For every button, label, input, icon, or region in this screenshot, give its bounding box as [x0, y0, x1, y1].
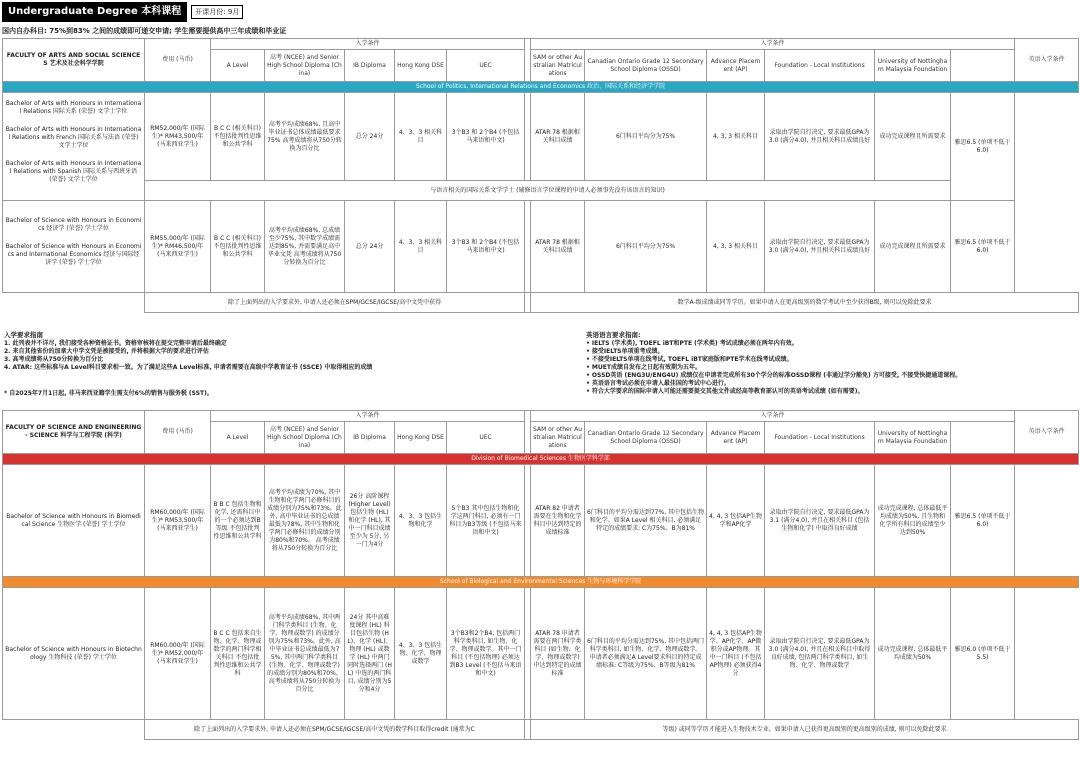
- foundation-cell: 录取由学院自行决定, 要求最低GPA为3.1 (满分4.0), 并且在相关科目 (包括生物和化学) 中取得良好成绩: [765, 465, 875, 577]
- header-uec: UEC: [447, 50, 525, 82]
- header-ncee: 高考 (NCEE) and Senior High School Diploma (China): [265, 50, 345, 82]
- header-entry: 入学条件: [211, 411, 525, 422]
- program-name: Bachelor of Arts with Honours in International Relations 国际关系 (荣誉) 文学士学位: [5, 99, 142, 115]
- english-guide-item: • OSSD英语 (ENG3U/ENG4U) 成绩仅在申请者完成所有30个学分的标准OSSD课程 (非通过学分豁免) 方可接受, 不接受快捷通道课程。: [586, 372, 962, 379]
- faculty-science-table: [2, 410, 1079, 740]
- sam-cell: ATAR 78 根据相关科目成绩: [531, 201, 585, 293]
- alevel-cell: B C C (相关科目) 不包括批判性思维和公共学科: [211, 93, 265, 181]
- foundation-cell: 录取由学院自行决定, 要求最低GPA为3.0 (满分4.0), 并且在相关科目中取得良好成绩, 包括两门科学类科目, 如生物、化学、物理或数学: [765, 588, 875, 720]
- program-list: [3, 93, 145, 201]
- alevel-cell: B B C 包括生物和化学, 还需科目中的一个必须达到B等级 不包括批判性思维和公共学科: [211, 465, 265, 577]
- ncee-cell: 高考平均成绩为70%, 其中生物和化学两门必修科目的成绩分别为75%和73%。此外, 高中毕业证书的总成绩最低为78%, 其中生物和化学两门必修科目的成绩分别为80%和70%。 高考成绩将从750分转换为百分比: [265, 465, 345, 577]
- header-fees: 费用 (马币): [145, 39, 211, 82]
- english-guide-item: • IELTS (学术类), TOEFL iBT和PTE (学术类) 考试成绩必须在两年内有效。: [586, 340, 798, 347]
- program-name: Bachelor of Arts with Honours in International Relations with Spanish 国际关系与西班牙语 (荣誉) 文学士学位: [5, 159, 142, 183]
- page-header: [0, 0, 1080, 24]
- sam-cell: ATAR 82 申请者需要在生物和化学科目中达到特定的成绩标准: [531, 465, 585, 577]
- program-name: Bachelor of Science with Honours in Economics and International Economics 经济与国际经济学 (荣誉) 学士学位: [5, 242, 142, 266]
- unmf-cell: 成功完成课程, 总体最低平均成绩为50%, 且生物和化学所有科目的成绩至少达到50%: [875, 465, 951, 577]
- header-english: 英语入学条件: [1015, 411, 1079, 454]
- header-alevel: A Level: [211, 50, 265, 82]
- header-alevel: A Level: [211, 422, 265, 454]
- program-name: Bachelor of Science with Honours in Biotechnology 生物科技 (荣誉) 学士学位: [3, 588, 145, 720]
- hkdse-cell: 4、3、3 包括生物、化学、物理或数学: [395, 588, 447, 720]
- footnote-language: 与语言相关的国际关系文学学士 (辅修语言学位课程的申请人必须事先没有该语言的知识): [145, 181, 951, 201]
- program-name: Bachelor of Science with Honours in Biomedical Science 生物医学 (荣誉) 学士学位: [3, 465, 145, 577]
- header-english: 英语入学条件: [1015, 39, 1079, 82]
- header-sam: SAM or other Australian Matriculations: [531, 50, 585, 82]
- uec-cell: 5个B3 其中包括生物和化学这两门科目, 必须有一门科目为B3等级 (不包括马来语和中文): [447, 465, 525, 577]
- english-cell: 雅思6.5 (单项不低于6.0): [951, 201, 1015, 293]
- english-guide-item: • MUET成绩自发布之日起有效期为五年。: [586, 364, 701, 371]
- ossd-cell: 6门科目平均分为75%: [585, 201, 707, 293]
- header-foundation: Foundation - Local Institutions: [765, 50, 875, 82]
- header-fees: 费用 (马币): [145, 411, 211, 454]
- fees-cell: RM55,000/年 (国际生)* RM46,500/年 (马来西亚学生): [145, 201, 211, 293]
- ap-cell: 4, 4, 3 包括AP生物学和AP化学: [707, 465, 765, 577]
- faculty-title: FACULTY OF SCIENCE AND ENGINEERING - SCIENCE 科学与工程学院 (科学): [3, 411, 145, 454]
- header-ossd: Canadian Ontario Grade 12 Secondary School Diploma (OSSD): [585, 422, 707, 454]
- english-guide-item: • 符合大学要求的国际申请人可能还需要提交其他文件或经高等教育部认可的英语考试成绩 (如有需要)。: [586, 388, 864, 395]
- ap-cell: 4, 3, 3 相关科目: [707, 93, 765, 181]
- footnote-math-left: 除了上面列出的入学要求外, 申请人还必须在SPM/GCSE/IGCSE/高中文凭的数学科目取得credit (通常为C: [145, 720, 525, 740]
- domestic-note: 国内自办科目: 75%到83% 之间的成绩即可递交申请; 学生需要提供高中三年成绩和毕业证: [2, 27, 287, 35]
- header-ncee: 高考 (NCEE) and Senior High School Diploma (China): [265, 422, 345, 454]
- uec-cell: 3个B3和2个B4, 包括两门科学类科目, 如生物、化学、物理或数学。其中一门科目 (不包括物理) 必须达到B3 Level (不包括马来语和中文): [447, 588, 525, 720]
- english-guide-item: • 接受IELTS单项重考成绩。: [586, 348, 664, 355]
- hkdse-cell: 4、3、3 相关科目: [395, 201, 447, 293]
- ncee-cell: 高考平均成绩68%, 其中两门科学类科目 (生物、化学、物理或数学) 的成绩分别为75%和73%。此外, 高中毕业证书总成绩最低为75%, 其中两门科学类科目 (生物、化学、物理或数学) 的成绩分别为80%和70%。 高考成绩将从750分转换为百分比: [265, 588, 345, 720]
- hkdse-cell: 4、3、3 包括生物和化学: [395, 465, 447, 577]
- school-band-politics: School of Politics, International Relations and Economics 政治、国际关系和经济学学院: [3, 82, 1079, 93]
- sam-cell: ATAR 78 根据相关科目成绩: [531, 93, 585, 181]
- header-ossd: Canadian Ontario Grade 12 Secondary School Diploma (OSSD): [585, 50, 707, 82]
- entry-guide-item: 1. 此列表并不详尽, 我们接受各种资格证书。资格审核将在提交完整申请后最终确定: [4, 340, 227, 347]
- entry-guide: [4, 331, 524, 372]
- program-name: Bachelor of Arts with Honours in International Relations with French 国际关系与法语 (荣誉) 文学士学位: [5, 125, 142, 149]
- header-foundation: Foundation - Local Institutions: [765, 422, 875, 454]
- header-hkdse: Hong Kong DSE: [395, 422, 447, 454]
- unmf-cell: 成功完成课程且所需要求: [875, 93, 951, 181]
- header-unmf: University of Nottingham Malaysia Foundation: [875, 422, 951, 454]
- header-ap: Advance Placement (AP): [707, 50, 765, 82]
- faculty-arts-table: [2, 38, 1079, 313]
- unmf-cell: 成功完成课程且所需要求: [875, 201, 951, 293]
- english-cell: 雅思6.5 (单项不低于6.0): [951, 93, 1015, 201]
- english-guide-item: • 不接受IELTS单项在线考试, TOEFL iBT家庭版和PTE学术在线考试成绩。: [586, 356, 793, 363]
- ap-cell: 4, 4, 3 包括AP生物学、AP化学、AP微积分或AP物理。其中一门科目 (不包括AP物理) 必须获得4分: [707, 588, 765, 720]
- foundation-cell: 录取由学院自行决定, 要求最低GPA为3.0 (满分4.0), 并且相关科目成绩良好: [765, 93, 875, 181]
- program-name: Bachelor of Science with Honours in Economics 经济学 (荣誉) 学士学位: [5, 216, 142, 232]
- hkdse-cell: 4、3、3 相关科目: [395, 93, 447, 181]
- ib-cell: 总分 24分: [345, 201, 395, 293]
- entry-guide-item: 3. 高考成绩将从750分转换为百分比: [4, 356, 104, 363]
- fees-cell: RM60,000/年 (国际生)* RM52,000/年 (马来西亚学生): [145, 588, 211, 720]
- unmf-cell: 成功完成课程, 总体最低平均成绩为50%: [875, 588, 951, 720]
- school-band-biomedical: Division of Biomedical Sciences 生物医学科学部: [3, 454, 1079, 465]
- header-hkdse: Hong Kong DSE: [395, 50, 447, 82]
- header-entry: 入学条件: [531, 411, 1015, 422]
- footnote-math-right: 数学A-级成绩或同等学历。如果申请人在更高级别的数学考试中至少获得B级, 则可以免除此要求: [531, 293, 1079, 313]
- ib-cell: 26分 高阶课程 (Higher Level) 包括生物 (HL) 和化学 (HL), 其中一门科目成绩至少为 5分, 另一门为4分: [345, 465, 395, 577]
- ossd-cell: 6门科目的平均分需达到75%, 其中包括两门科学类科目, 如生物、化学、物理或数学。申请者必须满足A Level要求科目的特定成绩标准: C等级为75%、B等级为81%: [585, 588, 707, 720]
- ib-cell: 24分 其中高难度课程 (HL) 科目包括生物 (HL)、化学 (HL)、物理 (HL) 或数学 (HL) 中两门同时选择两门 (HL) 中选的两门科目, 成绩分别为5分和4分: [345, 588, 395, 720]
- english-guide-item: • 英语语言考试必须在申请人最佳国的考试中心进行。: [586, 380, 730, 387]
- header-sam: SAM or other Australian Matriculations: [531, 422, 585, 454]
- header-ib: IB Diploma: [345, 50, 395, 82]
- entry-guide-item: 2. 来自其他省份的加拿大中学文凭是被接受的, 并将根据大学的要求进行评估: [4, 348, 209, 355]
- ossd-cell: 6门科目平均分为75%: [585, 93, 707, 181]
- header-ap: Advance Placement (AP): [707, 422, 765, 454]
- sst-footnote: * 自2025年7月1日起, 非马来西亚籍学生需支付6%的销售与服务税 (SST)。: [4, 390, 213, 397]
- alevel-cell: B C C 包括来自生物、化学、物理或数学的两门科学相关科目 不包括批判性思维和公共学科: [211, 588, 265, 720]
- footnote-math-left: 除了上面列出的入学要求外, 申请人还必须在SPM/GCSE/IGCSE/高中文凭中获得: [145, 293, 525, 313]
- ossd-cell: 6门科目的平均分需达到77%, 其中包括生物和化学。如果A Level 相关科目, 必须满足特定的成绩要求: C为75%、B为81%: [585, 465, 707, 577]
- header-uec: UEC: [447, 422, 525, 454]
- english-cell: 雅思6.0 (单项不低于5.5): [951, 588, 1015, 720]
- ap-cell: 4, 3, 3 相关科目: [707, 201, 765, 293]
- school-band-biological: School of Biological and Environmental Sciences 生物与环境科学学院: [3, 577, 1079, 588]
- ib-cell: 总分 24分: [345, 93, 395, 181]
- alevel-cell: B C C (相关科目) 不包括批判性思维和公共学科: [211, 201, 265, 293]
- header-ib: IB Diploma: [345, 422, 395, 454]
- entry-guide-item: 4. ATAR: 这些标准与A Level科目要求相一致。为了满足这些A Level标准, 申请者需要在高级中学教育证书 (SSCE) 中取得相应的成绩: [4, 364, 373, 371]
- header-unmf: University of Nottingham Malaysia Foundation: [875, 50, 951, 82]
- program-list: [3, 201, 145, 293]
- english-cell: 雅思6.5 (单项不低于6.0): [951, 465, 1015, 577]
- ncee-cell: 高考平均成绩68%, 且高中毕业证书总体成绩最低要求75% 高考成绩将从750分转换为百分比: [265, 93, 345, 181]
- english-guide-title: 英语语言要求指南:: [586, 331, 641, 339]
- ncee-cell: 高考平均成绩68%, 总成绩至少75%, 其中数学成绩需达到85%, 并需要满足高中毕业文凭 高考成绩将从750分转换为百分比: [265, 201, 345, 293]
- fees-cell: RM60,000/年 (国际生)* RM53,500/年 (马来西亚学生): [145, 465, 211, 577]
- faculty-title: FACULTY OF ARTS AND SOCIAL SCIENCES 艺术及社会科学学院: [3, 39, 145, 82]
- entry-guide-title: 入学要求指南: [4, 331, 43, 339]
- footnote-math-right: 等级) 或同等学历才能进入生物技术专业。如果申请人已获得更高级别的更高级别的成绩, 则可以免除此要求: [531, 720, 1079, 740]
- english-guide: [586, 331, 1076, 396]
- uec-cell: 3个B3 和 2个B4 (不包括马来语和中文): [447, 93, 525, 181]
- intake-badge: 开课月份: 9月: [191, 5, 243, 19]
- header-entry: 入学条件: [211, 39, 525, 50]
- page-title: Undergraduate Degree 本科课程: [2, 2, 187, 22]
- foundation-cell: 录取由学院自行决定, 要求最低GPA为3.0 (满分4.0), 并且相关科目成绩良好: [765, 201, 875, 293]
- header-entry: 入学条件: [531, 39, 1015, 50]
- fees-cell: RM52,000/年 (国际生)* RM43,500/年 (马来西亚学生): [145, 93, 211, 181]
- sam-cell: ATAR 78 申请者需要在两门科学类科目 (如生物、化学、物理或数学) 中达到特定的成绩标准: [531, 588, 585, 720]
- uec-cell: 3个B3 和 2个B4 (不包括马来语和中文): [447, 201, 525, 293]
